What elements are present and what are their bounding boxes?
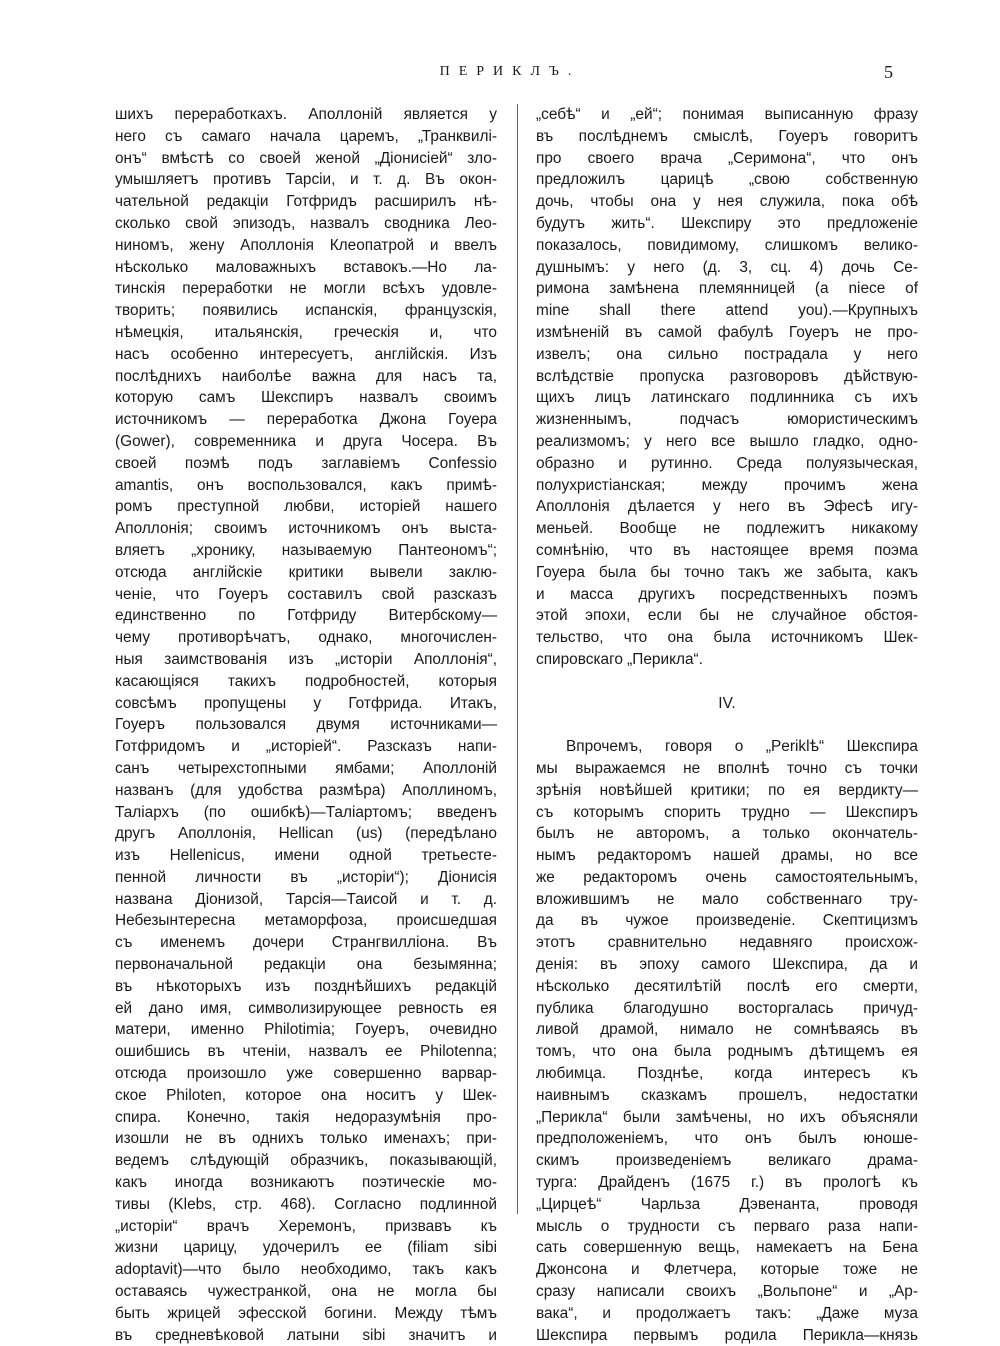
text-line: съ которымъ спорить трудно — Шекспиръ — [536, 803, 918, 821]
text-line: турга: Драйденъ (1675 г.) въ прологѣ къ — [536, 1174, 918, 1192]
text-line: Небезынтересна метаморфоза, происшедшая — [115, 912, 497, 930]
text-line: вложившимъ не мало собственнаго тру- — [536, 890, 918, 908]
text-line: Таліархъ (по ошибкѣ)—Таліартомъ; введенъ — [115, 803, 497, 821]
text-line: ское Philoten, которое она носитъ у Шек- — [115, 1086, 497, 1104]
text-line: спировскаго „Перикла“. — [536, 650, 703, 668]
text-line: Аполлонія дѣлается у него въ Эфесѣ игу- — [536, 498, 918, 516]
text-line: Шекспира первымъ родила Перикла—князь — [536, 1326, 918, 1344]
text-line: римона замѣнена племянницей (a niece of — [536, 280, 918, 298]
text-line: скимъ произведеніемъ великаго драма- — [536, 1152, 918, 1170]
text-line: послѣднихъ наиболѣе важна для насъ та, — [115, 367, 497, 385]
text-line: Джонсона и Флетчера, которые тоже не — [536, 1261, 918, 1279]
text-line: публика благодушно восторгалась причуд- — [536, 999, 918, 1017]
text-line: нѣсколько маловажныхъ вставокъ.—Но ла- — [115, 258, 497, 276]
page-number: 5 — [884, 62, 893, 82]
text-line: „исторіи“ врачъ Херемонъ, призвавъ къ — [115, 1217, 497, 1235]
text-line: ныя заимствованія изъ „исторіи Аполлонія“, — [115, 650, 497, 668]
text-line: да въ чужое произведеніе. Скептицизмъ — [536, 912, 918, 930]
text-line: пенной личности въ „исторіи“); Діонисія — [115, 868, 497, 886]
text-line: mine shall there attend you).—Крупныхъ — [536, 302, 918, 320]
text-line: ниномъ, жену Аполлонія Клеопатрой и ввелъ — [115, 236, 497, 254]
text-line: душнымъ: у него (д. 3, сц. 4) дочь Се- — [536, 258, 918, 276]
text-line: любимца. Позднѣе, когда интересъ къ — [536, 1065, 918, 1083]
text-line: которую самъ Шекспиръ назвалъ своимъ — [115, 389, 497, 407]
text-line: томъ, что она была роднымъ дѣтищемъ ея — [536, 1043, 918, 1061]
text-line: другъ Аполлонія, Hellican (us) (передѣлано — [115, 825, 497, 843]
text-line: денія: въ эпоху самого Шекспира, да и — [536, 956, 918, 974]
text-line: первоначальной редакціи она безымянна; — [115, 956, 497, 974]
text-line: наивнымъ сказкамъ прошелъ, недостатки — [536, 1086, 918, 1104]
text-line: нѣмецкія, итальянскія, греческія и, что — [115, 323, 497, 341]
text-line: нымъ редакторомъ нашей драмы, но все — [536, 847, 918, 865]
text-line: сать совершенную вещь, намекаетъ на Бена — [536, 1239, 918, 1257]
text-line: сколько свой эпизодъ, назвалъ сводника Лео- — [115, 214, 497, 232]
text-line: касающіяся такихъ подробностей, которыя — [115, 672, 497, 690]
text-line: насъ особенно интересуетъ, англійскія. Изъ — [115, 345, 497, 363]
column-divider — [517, 104, 518, 1214]
text-line: показалось, повидимому, слишкомъ велико- — [536, 236, 918, 254]
text-line: въ средневѣковой латыни sibi значитъ и — [115, 1326, 497, 1344]
spacer — [536, 671, 918, 693]
text-line: изошли не въ однихъ только именахъ; при- — [115, 1130, 497, 1148]
text-line: предположеніемъ, что онъ былъ юноше- — [536, 1130, 918, 1148]
text-line: творить; появились испанскія, французскія, — [115, 302, 497, 320]
text-line: ей дано имя, символизирующее ревность ея — [115, 999, 497, 1017]
text-line: жизни царицу, удочерилъ ее (filiam sibi — [115, 1239, 497, 1257]
text-line: вслѣдствіе пропуска разговоровъ дѣйствую- — [536, 367, 918, 385]
text-line: ченіе, что Гоуеръ составилъ свой разсказъ — [115, 585, 497, 603]
text-line: мысль о трудности съ перваго раза напи- — [536, 1217, 918, 1235]
text-line: былъ не авторомъ, а только окончатель- — [536, 825, 918, 843]
text-line: него съ самаго начала царемъ, „Транквилі- — [115, 127, 497, 145]
text-line: онъ“ вмѣстѣ со своей женой „Діонисіей“ зло- — [115, 149, 497, 167]
text-line: adoptavit)—что было необходимо, такъ какъ — [115, 1261, 497, 1279]
text-line: санъ четырехстопными ямбами; Аполлоній — [115, 759, 497, 777]
running-title: ПЕРИКЛЪ. — [439, 64, 581, 79]
text-line: тинскія переработки не могли всѣхъ удовле- — [115, 280, 497, 298]
left-column — [115, 104, 497, 1346]
text-line: меньей. Вообще не подлежитъ никакому — [536, 520, 918, 538]
text-line: будутъ жить“. Шекспиру это предложеніе — [536, 214, 918, 232]
text-line: вляетъ „хронику, называемую Пантеономъ“; — [115, 541, 497, 559]
text-line: образно и рутинно. Среда полуязыческая, — [536, 454, 918, 472]
text-line: чему противорѣчатъ, однако, многочислен- — [115, 629, 497, 647]
text-line: измѣненій въ самой фабулѣ Гоуеръ не про- — [536, 323, 918, 341]
text-line: Аполлонія; своимъ источникомъ онъ выста- — [115, 520, 497, 538]
text-line: дочь, чтобы она у нея служила, пока обѣ — [536, 193, 918, 211]
text-line: „Перикла“ были замѣчены, но ихъ объясняли — [536, 1108, 918, 1126]
text-line: и масса другихъ посредственныхъ поэмъ — [536, 585, 918, 603]
text-line: чательной редакціи Готфридъ расширилъ нѣ- — [115, 193, 497, 211]
text-line: въ нѣкоторыхъ изъ позднѣйшихъ редакцій — [115, 977, 497, 995]
text-line: шихъ переработкахъ. Аполлоній является у — [115, 106, 497, 123]
text-line: сомнѣнію, что въ настоящее время поэма — [536, 541, 918, 559]
text-line: совсѣмъ пропущены у Готфрида. Итакъ, — [115, 694, 497, 712]
text-line: „себѣ“ и „ей“; понимая выписанную фразу — [536, 106, 918, 123]
text-line: ведемъ слѣдующій образчикъ, показывающій, — [115, 1152, 497, 1170]
right-column — [536, 104, 918, 1346]
text-line: какъ иногда возникаютъ поэтическіе мо- — [115, 1174, 497, 1192]
text-line: извелъ; она сильно пострадала у него — [536, 345, 918, 363]
text-line: источникомъ — переработка Джона Гоуера — [115, 411, 497, 429]
text-line: ливой драмой, нимало не сомнѣваясь въ — [536, 1021, 918, 1039]
text-line: этотъ сравнительно недавняго происхож- — [536, 934, 918, 952]
text-line: зрѣнія новѣйшей критики; по ея вердикту— — [536, 781, 918, 799]
text-line: умышляетъ противъ Тарсіи, и т. д. Въ окон- — [115, 171, 497, 189]
text-line: быть жрицей эфесской богини. Между тѣмъ — [115, 1304, 497, 1322]
text-line: нѣсколько десятилѣтій послѣ его смерти, — [536, 977, 918, 995]
text-line: отсюда англійскіе критики вывели заклю- — [115, 563, 497, 581]
text-line: „Цирцеѣ“ Чарльза Дэвенанта, проводя — [536, 1195, 918, 1213]
text-line: сразу написали своихъ „Вольпоне“ и „Ар- — [536, 1283, 918, 1301]
text-line: про своего врача „Серимона“, что онъ — [536, 149, 918, 167]
text-line: тивы (Klebs, стр. 468). Согласно подлинной — [115, 1195, 497, 1213]
text-line: этой эпохи, если бы не случайное обстоя- — [536, 607, 918, 625]
text-line: спира. Конечно, такія недоразумѣнія про- — [115, 1108, 497, 1126]
text-line: Гоуеръ пользовался двумя источниками— — [115, 716, 497, 734]
text-line: (Gower), современника и друга Чосера. Въ — [115, 432, 497, 450]
text-line: Гоуера была бы точно такъ же забыта, какъ — [536, 563, 918, 581]
text-line: оставаясь чужестранкой, она не могла бы — [115, 1283, 497, 1301]
text-line: Готфридомъ и „исторіей“. Разсказъ напи- — [115, 738, 497, 756]
text-line: мы выражаемся не вполнѣ точно съ точки — [536, 759, 918, 777]
text-line: названа Діонизой, Тарсія—Таисой и т. д. — [115, 890, 497, 908]
text-line: единственно по Готфриду Витербскому— — [115, 607, 497, 625]
text-line: предложилъ царицѣ „свою собственную — [536, 171, 918, 189]
spacer — [536, 714, 918, 736]
text-line: щихъ лицъ латинскаго подлинника съ ихъ — [536, 389, 918, 407]
text-line: матери, именно Philotimia; Гоуеръ, очевидно — [115, 1021, 497, 1039]
text-line: изъ Hellenicus, имени одной третьесте- — [115, 847, 497, 865]
text-line: въ послѣднемъ смыслѣ, Гоуеръ говоритъ — [536, 127, 918, 145]
section-heading: IV. — [718, 694, 736, 712]
text-line: съ именемъ дочери Странгвилліона. Въ — [115, 934, 497, 952]
text-line: своей поэмѣ подъ заглавіемъ Confessio — [115, 454, 497, 472]
text-line: Впрочемъ, говоря о „Periklѣ“ Шекспира — [566, 738, 918, 756]
text-line: тельство, что она была источникомъ Шек- — [536, 629, 918, 647]
text-line: вака“, и продолжаетъ такъ: „Даже муза — [536, 1304, 918, 1322]
text-line: amantis, онъ воспользовался, какъ примѣ- — [115, 476, 497, 494]
text-line: жизненнымъ, подчасъ юмористическимъ — [536, 411, 918, 429]
text-line: ошибшись въ чтеніи, назвалъ ее Philotenna; — [115, 1043, 497, 1061]
text-line: ромъ преступной любви, исторіей нашего — [115, 498, 497, 516]
text-line: отсюда произошло уже совершенно варвар- — [115, 1065, 497, 1083]
page-header — [0, 62, 1000, 86]
text-line: полухристіанская; между прочимъ жена — [536, 476, 918, 494]
text-line: же редакторомъ очень самостоятельнымъ, — [536, 868, 918, 886]
text-line: названъ (для удобства размѣра) Аполлиномъ, — [115, 781, 497, 799]
text-line: реализмомъ; у него все вышло гладко, одно- — [536, 432, 918, 450]
